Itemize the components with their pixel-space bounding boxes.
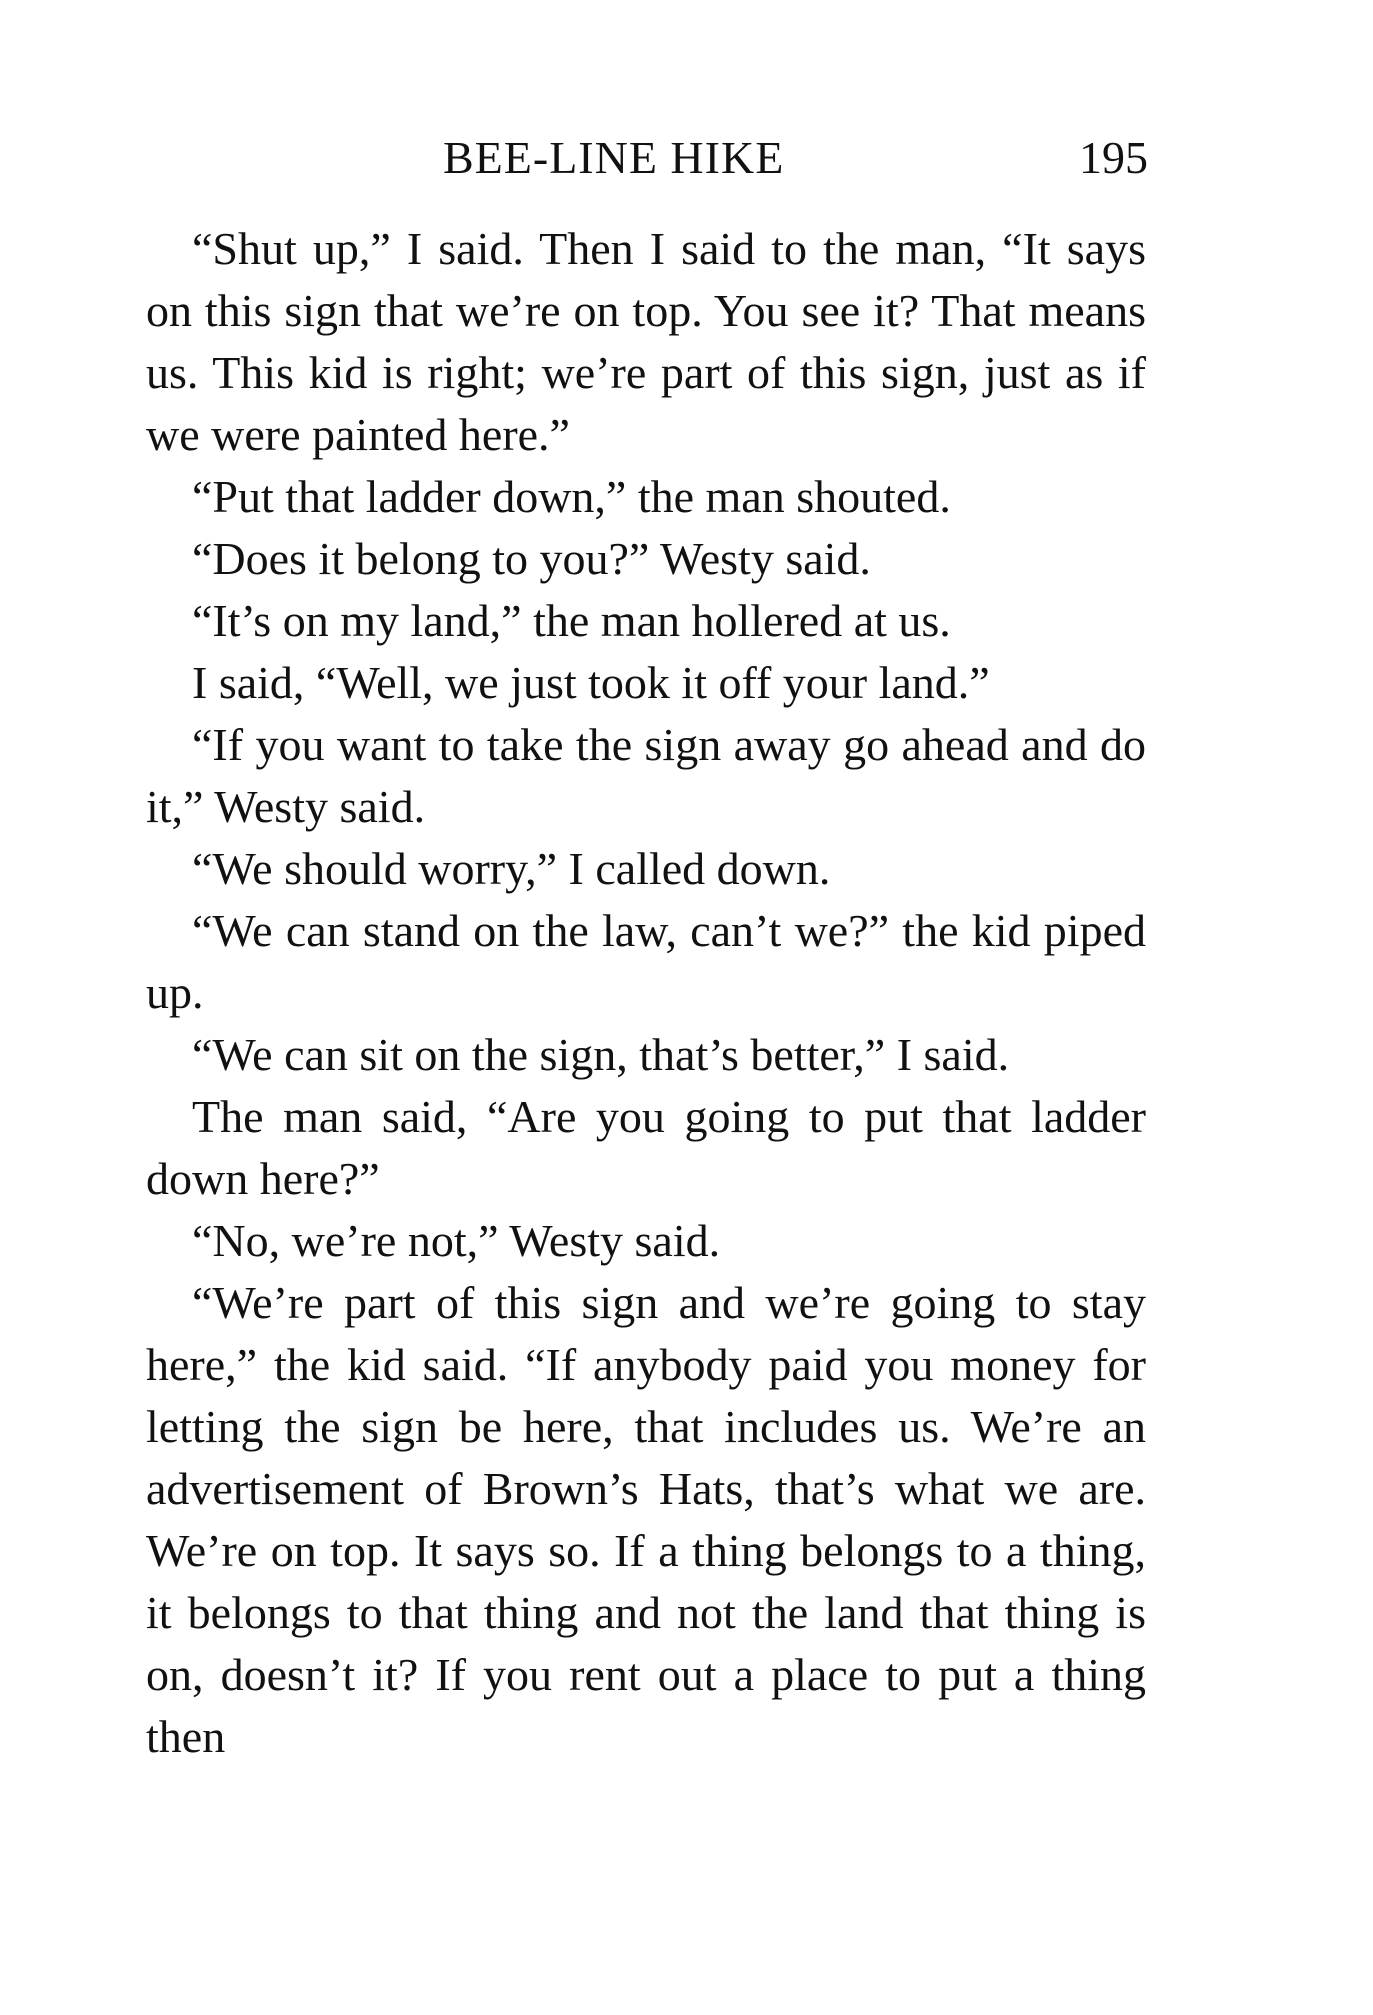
running-header <box>148 128 1148 188</box>
paragraph: I said, “Well, we just took it off your land.” <box>192 657 990 708</box>
paragraph: “No, we’re not,” Westy said. <box>192 1215 721 1266</box>
running-title: BEE-LINE HIKE <box>443 132 785 183</box>
body-text <box>146 218 1146 1768</box>
paragraph: The man said, “Are you going to put that ladder down here?” <box>146 1091 1146 1204</box>
paragraph: “We can stand on the law, can’t we?” the kid piped up. <box>146 905 1146 1018</box>
paragraph: “We can sit on the sign, that’s better,” I said. <box>192 1029 1010 1080</box>
paragraph: “If you want to take the sign away go ahead and do it,” Westy said. <box>146 719 1146 832</box>
paragraph: “It’s on my land,” the man hollered at us. <box>192 595 951 646</box>
paragraph: “We’re part of this sign and we’re going to stay here,” the kid said. “If anybody paid you money for letting the sign be here, that includes us. We’re an advertisement of Brown’s Hats, that’s what we are. We’re on top. It says so. If a thing belongs to a thing, it belongs to that thing and not the land that thing is on, doesn’t it? If you rent out a place to put a thing then <box>146 1277 1146 1762</box>
paragraph: “Does it belong to you?” Westy said. <box>192 533 871 584</box>
paragraph: “Shut up,” I said. Then I said to the man, “It says on this sign that we’re on top. You see it? That means us. This kid is right; we’re part of this sign, just as if we were painted here.” <box>146 223 1146 460</box>
paragraph: “Put that ladder down,” the man shouted. <box>192 471 951 522</box>
paragraph: “We should worry,” I called down. <box>192 843 831 894</box>
page-number: 195 <box>1079 132 1148 183</box>
